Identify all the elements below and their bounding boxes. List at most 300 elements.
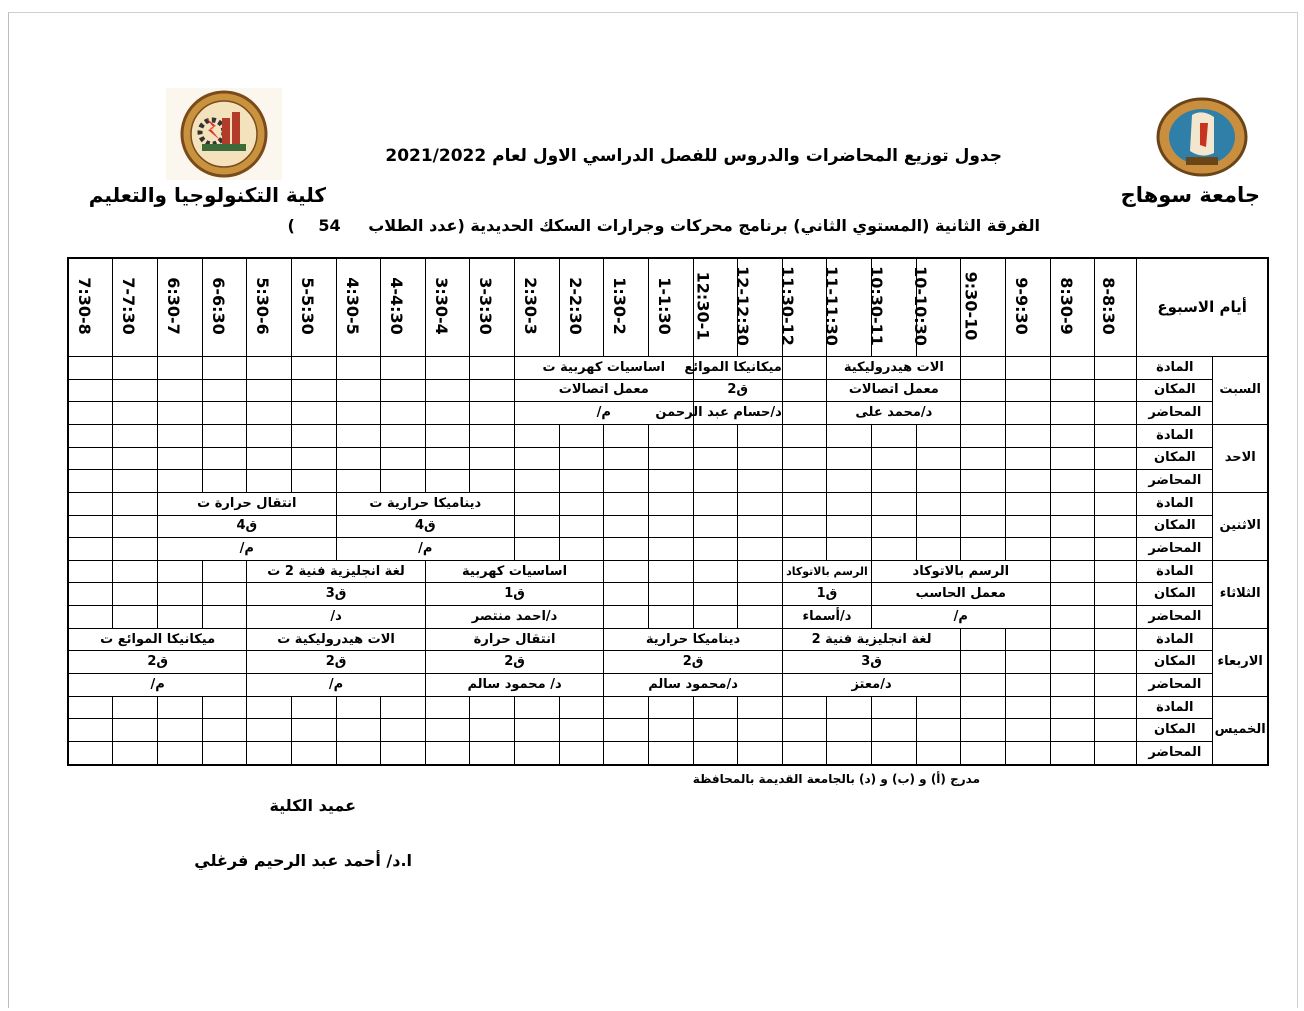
- time-slot-label: 5:30-6: [253, 277, 273, 336]
- empty-cell: [1005, 742, 1050, 765]
- empty-cell: [559, 696, 604, 719]
- class-cell: م/: [68, 674, 247, 697]
- time-slot-label: 2-2:30: [565, 277, 585, 336]
- time-slot-label: 12:30-1: [693, 272, 713, 341]
- empty-cell: [1050, 560, 1095, 583]
- empty-cell: [1050, 470, 1095, 493]
- empty-cell: [827, 492, 872, 515]
- empty-cell: [1050, 583, 1095, 606]
- empty-cell: [738, 424, 783, 447]
- empty-cell: [68, 379, 113, 402]
- empty-cell: [1005, 379, 1050, 402]
- empty-cell: [782, 470, 827, 493]
- empty-cell: [872, 515, 917, 538]
- class-cell: الرسم بالاتوكاد: [782, 560, 871, 583]
- empty-cell: [336, 470, 381, 493]
- empty-cell: [1095, 606, 1137, 629]
- day-name: الثلاثاء: [1213, 560, 1268, 628]
- empty-cell: [1005, 674, 1050, 697]
- venue-note: مدرج (أ) و (ب) و (د) بالجامعة القديمة بالمحافظة: [692, 772, 980, 786]
- empty-cell: [1050, 719, 1095, 742]
- class-cell: د/: [247, 606, 426, 629]
- class-cell: د/محمود سالم: [604, 674, 783, 697]
- empty-cell: [604, 538, 649, 561]
- empty-cell: [336, 719, 381, 742]
- empty-cell: [425, 402, 470, 425]
- empty-cell: [113, 402, 158, 425]
- empty-cell: [693, 696, 738, 719]
- empty-cell: [291, 742, 336, 765]
- row-label: المكان: [1137, 583, 1213, 606]
- empty-cell: [113, 447, 158, 470]
- schedule-row: [68, 560, 1268, 583]
- class-cell: د/محمد على: [827, 402, 961, 425]
- empty-cell: [916, 492, 961, 515]
- class-cell: انتقال حرارة ت: [158, 492, 337, 515]
- time-slot-label: 9:30-10: [961, 272, 981, 341]
- row-label: المادة: [1137, 424, 1213, 447]
- empty-cell: [604, 719, 649, 742]
- empty-cell: [113, 356, 158, 379]
- class-cell: معمل اتصالات: [515, 379, 694, 402]
- empty-cell: [782, 492, 827, 515]
- class-cell: م/: [336, 538, 515, 561]
- empty-cell: [515, 719, 560, 742]
- row-label: المكان: [1137, 651, 1213, 674]
- empty-cell: [738, 742, 783, 765]
- empty-cell: [113, 538, 158, 561]
- empty-cell: [336, 696, 381, 719]
- dean-name: ا.د/ أحمد عبد الرحيم فرغلي: [194, 851, 412, 870]
- empty-cell: [425, 719, 470, 742]
- empty-cell: [113, 583, 158, 606]
- class-cell: اساسيات كهربية: [425, 560, 604, 583]
- empty-cell: [470, 696, 515, 719]
- empty-cell: [1095, 628, 1137, 651]
- empty-cell: [247, 470, 292, 493]
- empty-cell: [782, 538, 827, 561]
- empty-cell: [782, 719, 827, 742]
- empty-cell: [648, 492, 693, 515]
- class-cell: ديناميكا حرارية ت: [336, 492, 515, 515]
- empty-cell: [291, 447, 336, 470]
- page-title: جدول توزيع المحاضرات والدروس للفصل الدراسي الاول لعام 2021/2022: [385, 146, 1002, 166]
- class-cell: ق2: [604, 651, 783, 674]
- row-label: المكان: [1137, 379, 1213, 402]
- empty-cell: [336, 379, 381, 402]
- empty-cell: [381, 402, 426, 425]
- time-slot-label: 3-3:30: [476, 277, 496, 336]
- empty-cell: [559, 447, 604, 470]
- empty-cell: [604, 447, 649, 470]
- empty-cell: [202, 696, 247, 719]
- time-slot-label: 10:30-11: [866, 266, 886, 347]
- row-label: المحاضر: [1137, 674, 1213, 697]
- empty-cell: [648, 696, 693, 719]
- empty-cell: [916, 742, 961, 765]
- class-cell: الات هيدروليكية ت: [247, 628, 426, 651]
- empty-cell: [1005, 470, 1050, 493]
- schedule-row: [68, 424, 1268, 447]
- empty-cell: [1050, 538, 1095, 561]
- empty-cell: [202, 447, 247, 470]
- empty-cell: [113, 696, 158, 719]
- empty-cell: [158, 379, 203, 402]
- empty-cell: [247, 356, 292, 379]
- empty-cell: [68, 515, 113, 538]
- day-name: السبت: [1213, 356, 1268, 424]
- empty-cell: [336, 742, 381, 765]
- empty-cell: [1050, 492, 1095, 515]
- day-name: الاربعاء: [1213, 628, 1268, 696]
- empty-cell: [381, 696, 426, 719]
- empty-cell: [961, 538, 1006, 561]
- empty-cell: [738, 583, 783, 606]
- class-cell: ق2: [247, 651, 426, 674]
- empty-cell: [247, 696, 292, 719]
- empty-cell: [1095, 492, 1137, 515]
- empty-cell: [604, 515, 649, 538]
- empty-cell: [1005, 402, 1050, 425]
- class-cell: د/معتز: [782, 674, 961, 697]
- day-name: الاثنين: [1213, 492, 1268, 560]
- empty-cell: [693, 538, 738, 561]
- empty-cell: [1005, 719, 1050, 742]
- empty-cell: [1095, 470, 1137, 493]
- empty-cell: [1005, 651, 1050, 674]
- empty-cell: [202, 719, 247, 742]
- empty-cell: [1095, 742, 1137, 765]
- empty-cell: [782, 424, 827, 447]
- empty-cell: [1095, 560, 1137, 583]
- empty-cell: [961, 719, 1006, 742]
- empty-cell: [1095, 402, 1137, 425]
- empty-cell: [648, 515, 693, 538]
- schedule-row: [68, 651, 1268, 674]
- time-slot-label: 6-6:30: [208, 277, 228, 336]
- empty-cell: [470, 424, 515, 447]
- row-label: المحاضر: [1137, 606, 1213, 629]
- empty-cell: [961, 402, 1006, 425]
- empty-cell: [470, 356, 515, 379]
- empty-cell: [336, 356, 381, 379]
- empty-cell: [782, 696, 827, 719]
- empty-cell: [782, 742, 827, 765]
- time-slot-label: 10-10:30: [911, 266, 931, 347]
- student-count: 54: [318, 216, 341, 235]
- empty-cell: [113, 742, 158, 765]
- empty-cell: [961, 470, 1006, 493]
- empty-cell: [1005, 628, 1050, 651]
- empty-cell: [381, 470, 426, 493]
- empty-cell: [872, 719, 917, 742]
- class-cell: ق4: [158, 515, 337, 538]
- empty-cell: [961, 696, 1006, 719]
- empty-cell: [1005, 356, 1050, 379]
- class-cell: ق1: [782, 583, 871, 606]
- empty-cell: [1095, 674, 1137, 697]
- empty-cell: [336, 402, 381, 425]
- class-cell: معمل اتصالات: [827, 379, 961, 402]
- university-name: جامعة سوهاج: [1120, 183, 1260, 207]
- empty-cell: [961, 674, 1006, 697]
- empty-cell: [202, 356, 247, 379]
- empty-cell: [1005, 492, 1050, 515]
- empty-cell: [291, 402, 336, 425]
- empty-cell: [604, 606, 649, 629]
- row-label: المادة: [1137, 628, 1213, 651]
- empty-cell: [113, 379, 158, 402]
- empty-cell: [693, 515, 738, 538]
- empty-cell: [961, 742, 1006, 765]
- schedule-row: [68, 538, 1268, 561]
- empty-cell: [872, 742, 917, 765]
- empty-cell: [202, 583, 247, 606]
- row-label: المكان: [1137, 515, 1213, 538]
- time-slot-label: 11:30-12: [777, 266, 797, 347]
- empty-cell: [827, 470, 872, 493]
- empty-cell: [291, 719, 336, 742]
- schedule-row: [68, 719, 1268, 742]
- empty-cell: [559, 538, 604, 561]
- time-slot-label: 4-4:30: [387, 277, 407, 336]
- empty-cell: [158, 560, 203, 583]
- empty-cell: [738, 606, 783, 629]
- empty-cell: [470, 719, 515, 742]
- time-slot-label: 8:30-9: [1056, 277, 1076, 336]
- empty-cell: [336, 447, 381, 470]
- empty-cell: [1095, 583, 1137, 606]
- empty-cell: [68, 402, 113, 425]
- empty-cell: [1050, 606, 1095, 629]
- class-cell: الرسم بالاتوكاد: [872, 560, 1051, 583]
- empty-cell: [425, 470, 470, 493]
- empty-cell: [1005, 538, 1050, 561]
- empty-cell: [693, 560, 738, 583]
- empty-cell: [1095, 424, 1137, 447]
- empty-cell: [515, 515, 560, 538]
- class-cell: م/: [515, 402, 694, 425]
- empty-cell: [158, 356, 203, 379]
- time-slot-header: [1095, 258, 1137, 356]
- row-label: المادة: [1137, 492, 1213, 515]
- empty-cell: [1050, 402, 1095, 425]
- empty-cell: [291, 696, 336, 719]
- empty-cell: [693, 583, 738, 606]
- empty-cell: [158, 583, 203, 606]
- empty-cell: [559, 515, 604, 538]
- schedule-row: [68, 447, 1268, 470]
- schedule-row: [68, 674, 1268, 697]
- row-label: المادة: [1137, 560, 1213, 583]
- empty-cell: [425, 447, 470, 470]
- empty-cell: [247, 719, 292, 742]
- schedule-row: [68, 470, 1268, 493]
- empty-cell: [604, 424, 649, 447]
- schedule-row: [68, 696, 1268, 719]
- empty-cell: [559, 742, 604, 765]
- empty-cell: [515, 492, 560, 515]
- empty-cell: [247, 424, 292, 447]
- time-slot-label: 4:30-5: [342, 277, 362, 336]
- time-slot-label: 12-12:30: [732, 266, 752, 347]
- row-label: المحاضر: [1137, 402, 1213, 425]
- empty-cell: [158, 402, 203, 425]
- empty-cell: [559, 470, 604, 493]
- empty-cell: [1095, 379, 1137, 402]
- empty-cell: [202, 379, 247, 402]
- class-cell: م/: [872, 606, 1051, 629]
- empty-cell: [68, 583, 113, 606]
- time-slot-label: 7:30-8: [74, 277, 94, 336]
- empty-cell: [782, 379, 827, 402]
- empty-cell: [470, 470, 515, 493]
- empty-cell: [782, 515, 827, 538]
- empty-cell: [648, 470, 693, 493]
- schedule-table: [67, 257, 1269, 766]
- empty-cell: [68, 560, 113, 583]
- class-cell: ق1: [425, 583, 604, 606]
- empty-cell: [827, 447, 872, 470]
- empty-cell: [1050, 356, 1095, 379]
- empty-cell: [872, 447, 917, 470]
- empty-cell: [425, 696, 470, 719]
- empty-cell: [827, 424, 872, 447]
- empty-cell: [604, 742, 649, 765]
- class-cell: ديناميكا حرارية: [604, 628, 783, 651]
- empty-cell: [693, 742, 738, 765]
- row-label: المحاضر: [1137, 470, 1213, 493]
- empty-cell: [782, 402, 827, 425]
- empty-cell: [1050, 628, 1095, 651]
- empty-cell: [916, 696, 961, 719]
- university-logo-icon: [1156, 97, 1248, 177]
- empty-cell: [604, 560, 649, 583]
- empty-cell: [113, 470, 158, 493]
- empty-cell: [693, 470, 738, 493]
- empty-cell: [202, 470, 247, 493]
- empty-cell: [604, 583, 649, 606]
- empty-cell: [158, 696, 203, 719]
- empty-cell: [1005, 696, 1050, 719]
- empty-cell: [1050, 651, 1095, 674]
- empty-cell: [1095, 447, 1137, 470]
- empty-cell: [470, 447, 515, 470]
- empty-cell: [247, 379, 292, 402]
- empty-cell: [68, 606, 113, 629]
- row-label: المادة: [1137, 696, 1213, 719]
- empty-cell: [648, 606, 693, 629]
- empty-cell: [247, 447, 292, 470]
- empty-cell: [872, 470, 917, 493]
- empty-cell: [113, 515, 158, 538]
- empty-cell: [648, 719, 693, 742]
- empty-cell: [648, 583, 693, 606]
- empty-cell: [738, 492, 783, 515]
- empty-cell: [515, 447, 560, 470]
- time-slot-label: 7-7:30: [119, 277, 139, 336]
- empty-cell: [158, 470, 203, 493]
- time-slot-label: 9-9:30: [1011, 277, 1031, 336]
- empty-cell: [738, 447, 783, 470]
- empty-cell: [961, 424, 1006, 447]
- schedule-row: [68, 492, 1268, 515]
- class-cell: الات هيدروليكية: [827, 356, 961, 379]
- empty-cell: [738, 515, 783, 538]
- empty-cell: [1095, 515, 1137, 538]
- time-slot-label: 3:30-4: [431, 277, 451, 336]
- empty-cell: [1095, 538, 1137, 561]
- empty-cell: [158, 424, 203, 447]
- empty-cell: [1095, 719, 1137, 742]
- empty-cell: [515, 696, 560, 719]
- empty-cell: [648, 447, 693, 470]
- empty-cell: [425, 424, 470, 447]
- subtitle: [287, 216, 1040, 235]
- schedule-row: [68, 606, 1268, 629]
- empty-cell: [425, 356, 470, 379]
- empty-cell: [381, 719, 426, 742]
- empty-cell: [916, 719, 961, 742]
- class-cell: ميكانيكا الموائع: [693, 356, 782, 379]
- empty-cell: [738, 560, 783, 583]
- empty-cell: [693, 719, 738, 742]
- empty-cell: [158, 719, 203, 742]
- empty-cell: [961, 628, 1006, 651]
- empty-cell: [648, 538, 693, 561]
- empty-cell: [425, 742, 470, 765]
- empty-cell: [916, 515, 961, 538]
- empty-cell: [559, 719, 604, 742]
- empty-cell: [515, 742, 560, 765]
- empty-cell: [336, 424, 381, 447]
- empty-cell: [1050, 447, 1095, 470]
- empty-cell: [158, 447, 203, 470]
- class-cell: معمل الحاسب: [872, 583, 1051, 606]
- empty-cell: [559, 424, 604, 447]
- empty-cell: [961, 356, 1006, 379]
- empty-cell: [916, 424, 961, 447]
- class-cell: ق2: [68, 651, 247, 674]
- empty-cell: [68, 742, 113, 765]
- class-cell: ق2: [693, 379, 782, 402]
- empty-cell: [202, 606, 247, 629]
- class-cell: ق2: [425, 651, 604, 674]
- empty-cell: [827, 742, 872, 765]
- empty-cell: [782, 356, 827, 379]
- empty-cell: [202, 742, 247, 765]
- empty-cell: [113, 424, 158, 447]
- time-slot-label: 6:30-7: [163, 277, 183, 336]
- empty-cell: [693, 606, 738, 629]
- empty-cell: [68, 356, 113, 379]
- empty-cell: [1005, 424, 1050, 447]
- empty-cell: [1050, 379, 1095, 402]
- empty-cell: [68, 424, 113, 447]
- empty-cell: [1050, 742, 1095, 765]
- empty-cell: [1050, 674, 1095, 697]
- empty-cell: [559, 492, 604, 515]
- empty-cell: [247, 402, 292, 425]
- empty-cell: [113, 719, 158, 742]
- schedule-row: [68, 356, 1268, 379]
- empty-cell: [872, 538, 917, 561]
- schedule-row: [68, 379, 1268, 402]
- empty-cell: [827, 696, 872, 719]
- empty-cell: [1050, 515, 1095, 538]
- empty-cell: [648, 424, 693, 447]
- day-name: الاحد: [1213, 424, 1268, 492]
